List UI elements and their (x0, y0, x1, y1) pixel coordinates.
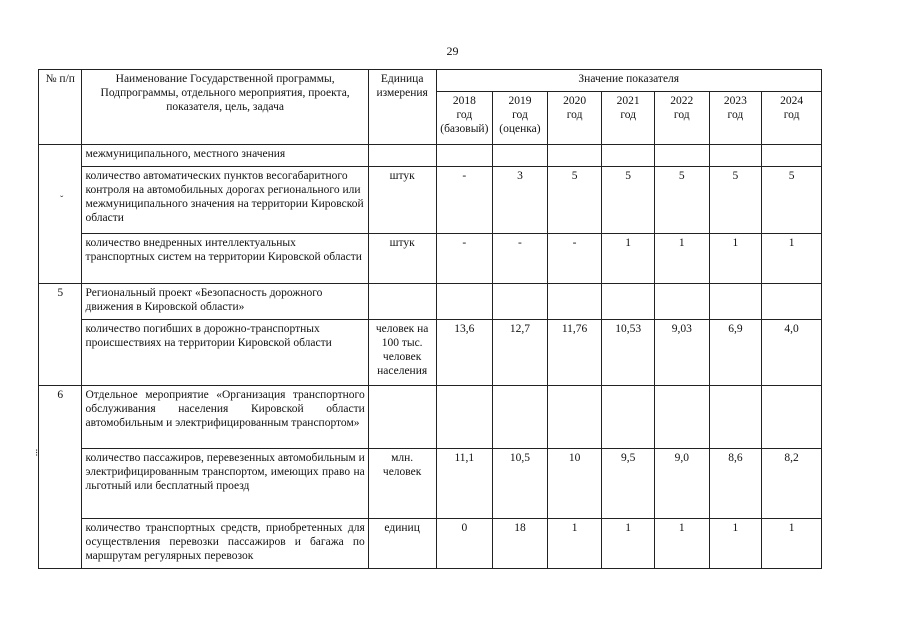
row-value: - (493, 234, 548, 284)
row-value: 1 (602, 234, 655, 284)
row-value: 8,2 (762, 449, 822, 519)
row-value: 1 (709, 234, 762, 284)
row-unit: млн. человек (368, 449, 436, 519)
row-name: количество пассажиров, перевезенных автомобильным и электрифицированным транспортом, имеющих право на льготный или бесплатный проезд (82, 449, 368, 519)
row-name: Отдельное мероприятие «Организация транспортного обслуживания населения Кировской области автомобильным и электрифицированным транспортом» (82, 386, 368, 449)
row-value: 8,6 (709, 449, 762, 519)
row-num (39, 145, 82, 284)
row-value: 1 (602, 519, 655, 569)
row-unit: штук (368, 234, 436, 284)
row-name: количество автоматических пунктов весогабаритного контроля на автомобильных дорогах регионального или межмуниципального значения на территории Кировской области (82, 167, 368, 234)
row-unit (368, 386, 436, 449)
indicators-table (38, 69, 822, 569)
row-value: 6,9 (709, 320, 762, 386)
row-value: 10 (547, 449, 602, 519)
row-value: 10,53 (602, 320, 655, 386)
row-value (762, 386, 822, 449)
row-value (436, 386, 493, 449)
row-value: 1 (654, 234, 709, 284)
row-value (547, 145, 602, 167)
row-value (602, 284, 655, 320)
row-unit: единиц (368, 519, 436, 569)
header-name: Наименование Государственной программы, Подпрограммы, отдельного мероприятия, проекта, показателя, цель, задача (82, 70, 368, 145)
row-value: - (547, 234, 602, 284)
row-value: 1 (709, 519, 762, 569)
row-name: межмуниципального, местного значения (82, 145, 368, 167)
table-row (39, 167, 822, 234)
year-header: 2023 год (709, 92, 762, 145)
row-value (762, 145, 822, 167)
row-value (654, 284, 709, 320)
row-value: 10,5 (493, 449, 548, 519)
row-value: 3 (493, 167, 548, 234)
row-unit: штук (368, 167, 436, 234)
row-value (493, 386, 548, 449)
row-value: 5 (547, 167, 602, 234)
row-value: - (436, 234, 493, 284)
scan-mark: ⁝ (35, 448, 39, 459)
table-row (39, 234, 822, 284)
row-value (493, 284, 548, 320)
row-value: 9,0 (654, 449, 709, 519)
row-value: 1 (762, 519, 822, 569)
header-values-group: Значение показателя (436, 70, 821, 92)
row-value (709, 145, 762, 167)
row-name: Региональный проект «Безопасность дорожного движения в Кировской области» (82, 284, 368, 320)
table-row (39, 145, 822, 167)
year-header: 2019 год (оценка) (493, 92, 548, 145)
table-row (39, 320, 822, 386)
row-unit: человек на 100 тыс. человек населения (368, 320, 436, 386)
row-num: 5 (39, 284, 82, 386)
header-unit: Единица измерения (368, 70, 436, 145)
row-name: количество погибших в дорожно-транспортных происшествиях на территории Кировской области (82, 320, 368, 386)
row-name: количество внедренных интеллектуальных транспортных систем на территории Кировской области (82, 234, 368, 284)
page-number: 29 (446, 44, 459, 58)
row-value: 9,03 (654, 320, 709, 386)
row-value (654, 386, 709, 449)
row-value (654, 145, 709, 167)
row-unit (368, 284, 436, 320)
row-value (547, 284, 602, 320)
row-value (493, 145, 548, 167)
row-value: 11,76 (547, 320, 602, 386)
row-value: 0 (436, 519, 493, 569)
table-row (39, 386, 822, 449)
row-value (602, 145, 655, 167)
year-header: 2021 год (602, 92, 655, 145)
row-value: 18 (493, 519, 548, 569)
row-num: 6 (39, 386, 82, 569)
year-header: 2024 год (762, 92, 822, 145)
year-header: 2020 год (547, 92, 602, 145)
row-value (709, 284, 762, 320)
year-header: 2018 год (базовый) (436, 92, 493, 145)
year-header: 2022 год (654, 92, 709, 145)
row-value: 1 (762, 234, 822, 284)
row-value (602, 386, 655, 449)
row-value: 12,7 (493, 320, 548, 386)
row-value: 5 (762, 167, 822, 234)
table-row (39, 449, 822, 519)
row-value (436, 145, 493, 167)
row-name: количество транспортных средств, приобретенных для осуществления перевозки пассажиров и багажа по маршрутам регулярных перевозок (82, 519, 368, 569)
table-row (39, 519, 822, 569)
row-value (436, 284, 493, 320)
row-value: 5 (709, 167, 762, 234)
scan-mark: ˇ (60, 195, 64, 206)
row-value: 4,0 (762, 320, 822, 386)
header-num: № п/п (39, 70, 82, 145)
table-row (39, 284, 822, 320)
row-value: 5 (654, 167, 709, 234)
row-value (709, 386, 762, 449)
row-value: 9,5 (602, 449, 655, 519)
row-value: - (436, 167, 493, 234)
row-value: 1 (654, 519, 709, 569)
row-value (547, 386, 602, 449)
row-unit (368, 145, 436, 167)
row-value: 5 (602, 167, 655, 234)
row-value: 11,1 (436, 449, 493, 519)
row-value: 13,6 (436, 320, 493, 386)
row-value (762, 284, 822, 320)
row-value: 1 (547, 519, 602, 569)
